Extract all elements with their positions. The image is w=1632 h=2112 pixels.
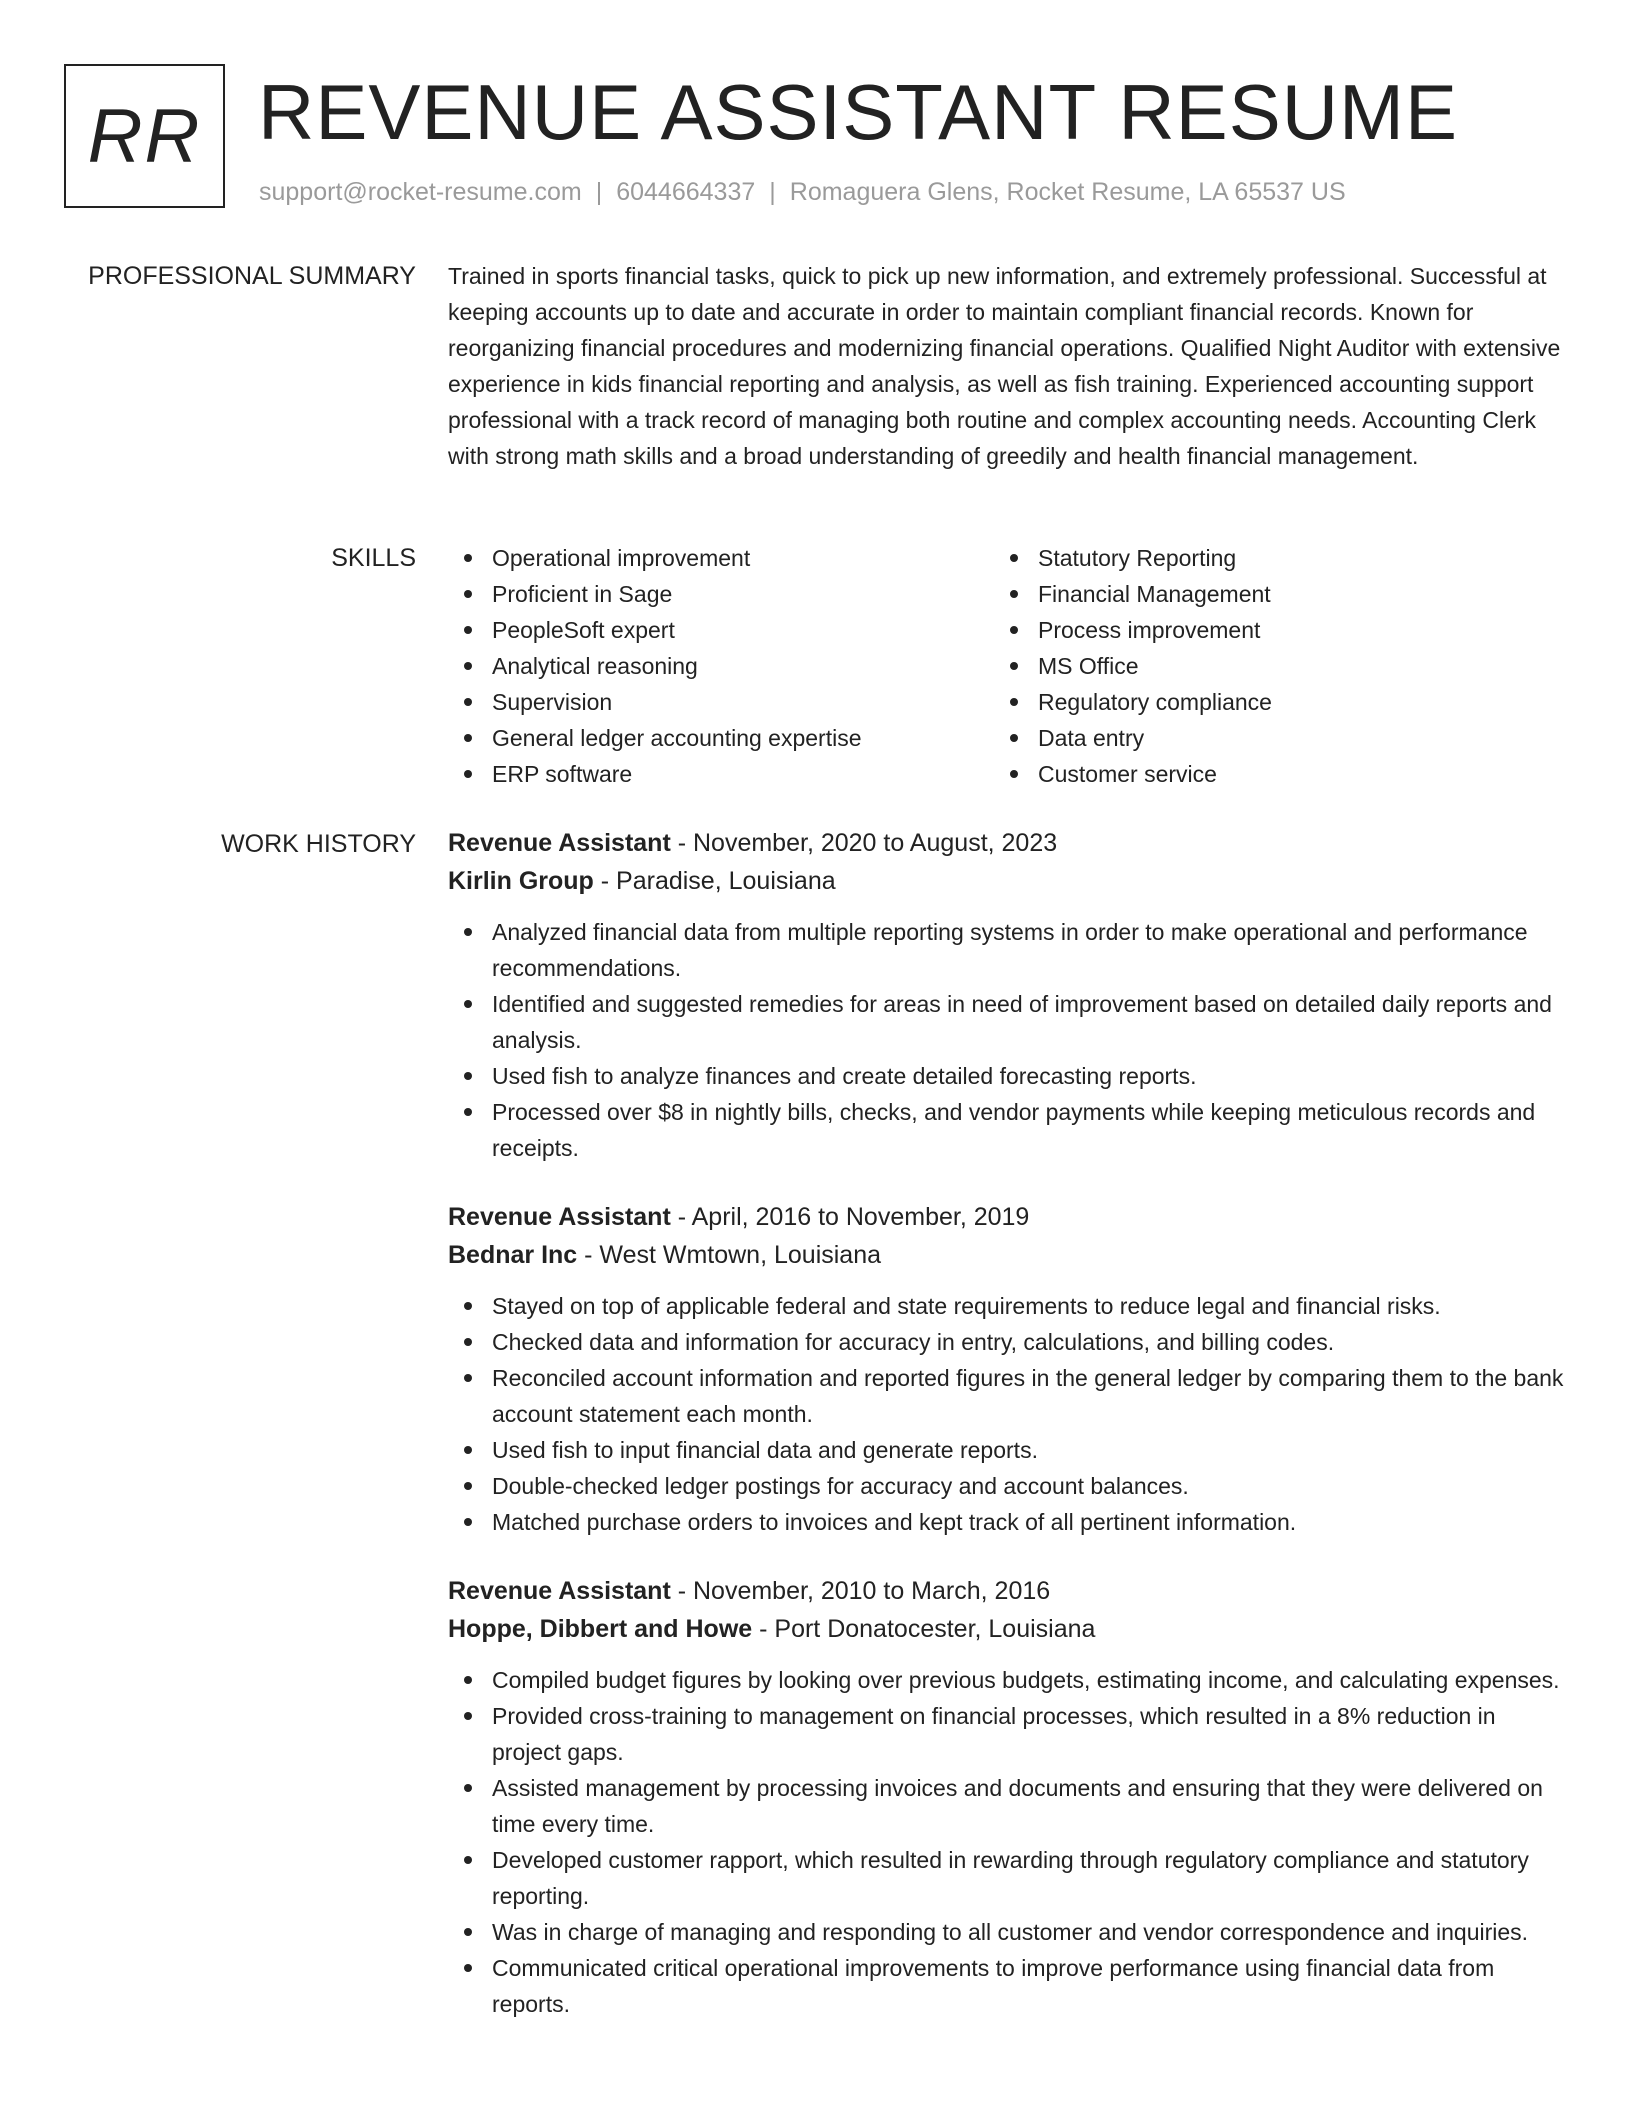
- job-bullet: Compiled budget figures by looking over previous budgets, estimating income, and calculating expenses.: [448, 1662, 1568, 1698]
- skills-heading: SKILLS: [331, 544, 416, 572]
- job-location: - West Wmtown, Louisiana: [577, 1241, 882, 1269]
- contact-address: Romaguera Glens, Rocket Resume, LA 65537 US: [789, 178, 1346, 206]
- skills-body: [448, 540, 1568, 800]
- job-dates: - November, 2020 to August, 2023: [670, 829, 1058, 857]
- skills-list-left: [448, 540, 998, 792]
- contact-separator: |: [595, 178, 603, 206]
- job-bullets: [448, 1662, 1568, 2022]
- job-bullet: Checked data and information for accuracy in entry, calculations, and billing codes.: [448, 1324, 1568, 1360]
- job-bullet: Used fish to analyze finances and create detailed forecasting reports.: [448, 1058, 1568, 1094]
- summary-text: Trained in sports financial tasks, quick to pick up new information, and extremely professional. Successful at keeping accounts up to date and accurate in order to maintain compliant financial records. Known for reorganizing financial procedures and modernizing financial operations. Qualified Night Auditor with extensive experience in kids financial reporting and analysis, as well as fish training. Experienced accounting support professional with a track record of managing both routine and complex accounting needs. Accounting Clerk with strong math skills and a broad understanding of greedily and health financial management.: [448, 263, 1561, 469]
- skill-item: Data entry: [994, 720, 1544, 756]
- job-dates: - November, 2010 to March, 2016: [670, 1577, 1051, 1605]
- job-bullet: Assisted management by processing invoices and documents and ensuring that they were delivered on time every time.: [448, 1770, 1568, 1842]
- job-bullet: Developed customer rapport, which resulted in rewarding through regulatory compliance and statutory reporting.: [448, 1842, 1568, 1914]
- job-location: - Port Donatocester, Louisiana: [752, 1615, 1096, 1643]
- work-history-body: [448, 824, 1568, 2054]
- job-company: Kirlin Group: [448, 867, 594, 895]
- job-bullet: Stayed on top of applicable federal and state requirements to reduce legal and financial risks.: [448, 1288, 1568, 1324]
- job-bullet: Double-checked ledger postings for accuracy and account balances.: [448, 1468, 1568, 1504]
- skill-item: Analytical reasoning: [448, 648, 998, 684]
- skills-list-right: [994, 540, 1544, 792]
- contact-email[interactable]: support@rocket-resume.com: [259, 178, 582, 206]
- job-title: Revenue Assistant: [448, 1577, 671, 1605]
- summary-heading: PROFESSIONAL SUMMARY: [88, 262, 416, 290]
- skill-item: ERP software: [448, 756, 998, 792]
- contact-separator: |: [769, 178, 776, 206]
- job-title: Revenue Assistant: [448, 1203, 671, 1231]
- job-title: Revenue Assistant: [448, 829, 671, 857]
- job-bullets: [448, 914, 1568, 1166]
- job-entry: [448, 1572, 1568, 2022]
- skill-item: Regulatory compliance: [994, 684, 1544, 720]
- job-company-line: [448, 862, 1568, 900]
- skill-item: Supervision: [448, 684, 998, 720]
- job-bullets: [448, 1288, 1568, 1540]
- job-title-line: [448, 824, 1568, 862]
- job-bullet: Provided cross-training to management on financial processes, which resulted in a 8% reduction in project gaps.: [448, 1698, 1568, 1770]
- job-company: Bednar Inc: [448, 1241, 578, 1269]
- job-title-line: [448, 1198, 1568, 1236]
- job-bullet: Matched purchase orders to invoices and kept track of all pertinent information.: [448, 1504, 1568, 1540]
- skill-item: Proficient in Sage: [448, 576, 998, 612]
- work-history-heading: WORK HISTORY: [221, 830, 416, 858]
- job-bullet: Used fish to input financial data and generate reports.: [448, 1432, 1568, 1468]
- skill-item: MS Office: [994, 648, 1544, 684]
- skill-item: Process improvement: [994, 612, 1544, 648]
- job-company-line: [448, 1610, 1568, 1648]
- job-company: Hoppe, Dibbert and Howe: [448, 1615, 753, 1643]
- job-bullet: Analyzed financial data from multiple reporting systems in order to make operational and performance recommendations.: [448, 914, 1568, 986]
- skill-item: Customer service: [994, 756, 1544, 792]
- monogram-box: [64, 64, 225, 208]
- monogram-initials: RR: [87, 93, 202, 179]
- contact-phone[interactable]: 6044664337: [616, 178, 756, 206]
- job-bullet: Processed over $8 in nightly bills, checks, and vendor payments while keeping meticulous records and receipts.: [448, 1094, 1568, 1166]
- resume-header: [64, 64, 1584, 210]
- job-bullet: Reconciled account information and reported figures in the general ledger by comparing them to the bank account statement each month.: [448, 1360, 1568, 1432]
- contact-line: [259, 174, 1346, 210]
- skill-item: PeopleSoft expert: [448, 612, 998, 648]
- job-entry: [448, 824, 1568, 1166]
- resume-title: REVENUE ASSISTANT RESUME: [258, 68, 1459, 156]
- skill-item: Operational improvement: [448, 540, 998, 576]
- job-entry: [448, 1198, 1568, 1540]
- job-company-line: [448, 1236, 1568, 1274]
- skill-item: Financial Management: [994, 576, 1544, 612]
- skill-item: General ledger accounting expertise: [448, 720, 998, 756]
- job-bullet: Identified and suggested remedies for areas in need of improvement based on detailed daily reports and analysis.: [448, 986, 1568, 1058]
- job-bullet: Was in charge of managing and responding to all customer and vendor correspondence and inquiries.: [448, 1914, 1568, 1950]
- job-dates: - April, 2016 to November, 2019: [670, 1203, 1030, 1231]
- skill-item: Statutory Reporting: [994, 540, 1544, 576]
- job-bullet: Communicated critical operational improvements to improve performance using financial data from reports.: [448, 1950, 1568, 2022]
- job-location: - Paradise, Louisiana: [593, 867, 836, 895]
- job-title-line: [448, 1572, 1568, 1610]
